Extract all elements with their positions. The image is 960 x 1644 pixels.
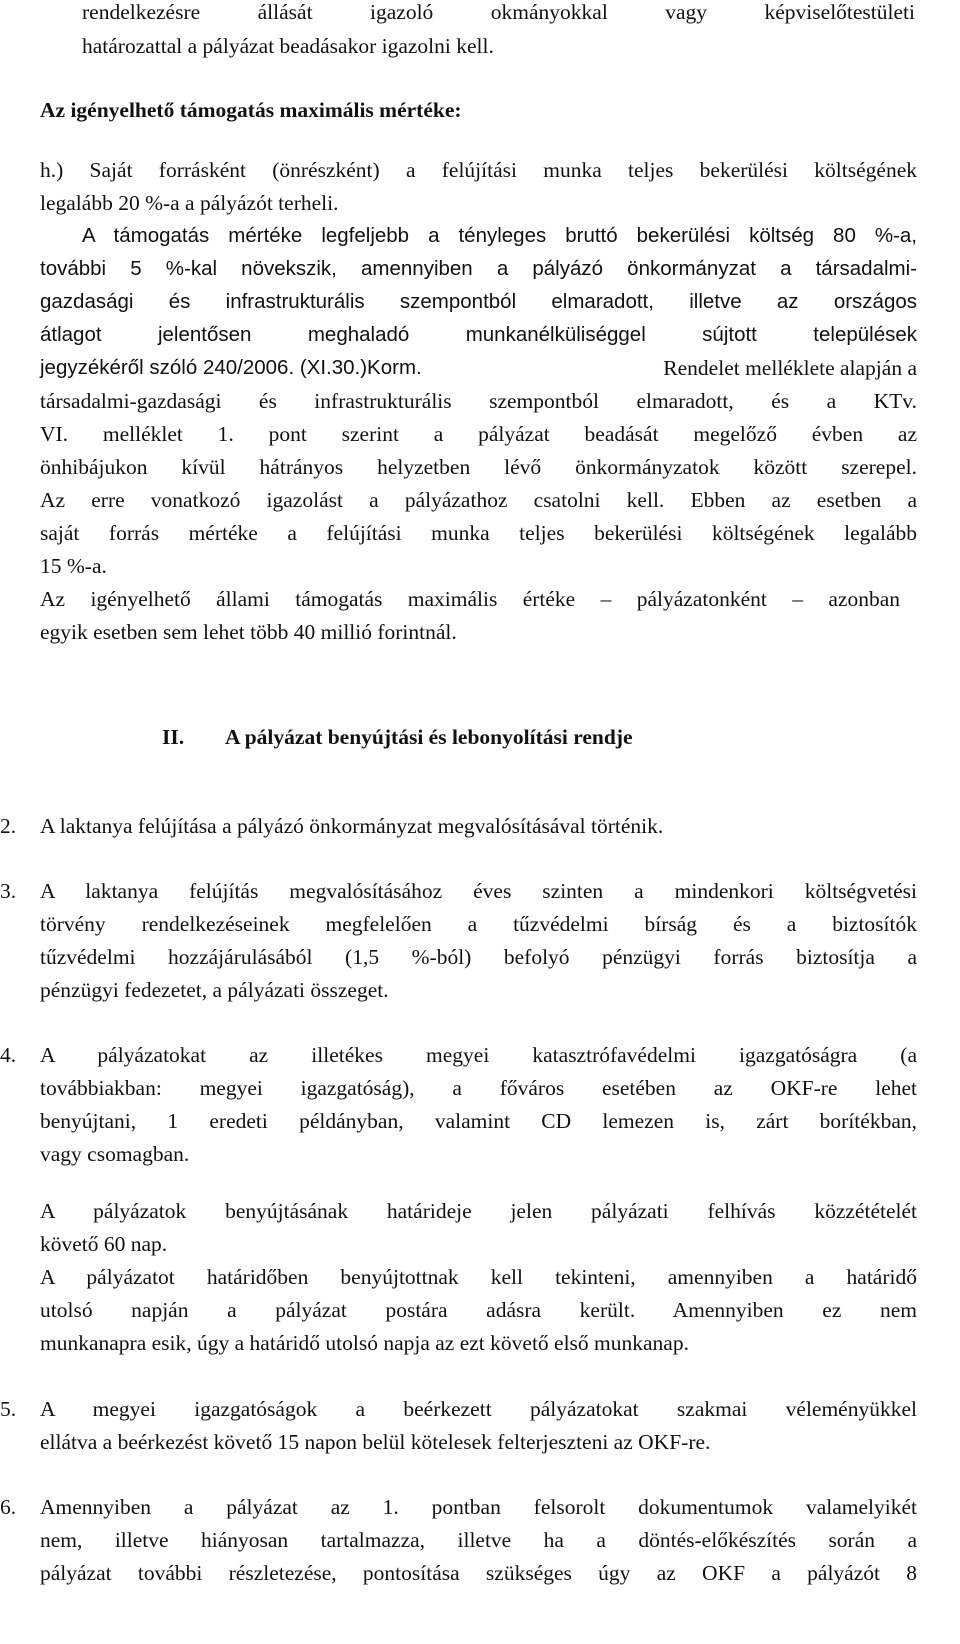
body-line-6: 15 %-a. bbox=[40, 554, 107, 578]
decree-annex-text: Rendelet melléklete alapján a bbox=[663, 356, 917, 380]
item-4-line-1: A pályázatokat az illetékes megyei katasztrófavédelmi igazgatóságra (a bbox=[40, 1043, 917, 1067]
item-5-line-1: A megyei igazgatóságok a beérkezett pályázatokat szakmai véleményükkel bbox=[40, 1397, 917, 1421]
body-line-1: társadalmi-gazdasági és infrastrukturális szempontból elmaradott, és a KTv. bbox=[40, 389, 917, 413]
item-number-4: 4. bbox=[0, 1043, 17, 1067]
deadline-line-3: A pályázatot határidőben benyújtottnak kell tekinteni, amennyiben a határidő bbox=[40, 1265, 917, 1289]
support-rate-line-3: gazdasági és infrastrukturális szempontból elmaradott, illetve az országos bbox=[40, 290, 917, 313]
intro-line-1: rendelkezésre állását igazoló okmányokkal vagy képviselőtestületi bbox=[82, 0, 915, 24]
support-rate-line-4: átlagot jelentősen meghaladó munkanélküliséggel sújtott települések bbox=[40, 323, 917, 346]
item-6-line-2: nem, illetve hiányosan tartalmazza, illetve ha a döntés-előkészítés során a bbox=[40, 1528, 917, 1552]
section-number: II. bbox=[162, 725, 185, 749]
support-rate-line-5 bbox=[40, 358, 917, 380]
body-line-2: VI. melléklet 1. pont szerint a pályázat beadását megelőző évben az bbox=[40, 422, 917, 446]
item-6-line-1: Amennyiben a pályázat az 1. pontban felsorolt dokumentumok valamelyikét bbox=[40, 1495, 917, 1519]
item-3-line-2: törvény rendelkezéseinek megfelelően a tűzvédelmi bírság és a biztosítók bbox=[40, 912, 917, 936]
support-rate-line-1: A támogatás mértéke legfeljebb a tényleges bruttó bekerülési költség 80 %-a, bbox=[82, 224, 917, 247]
max-state-line-2: egyik esetben sem lehet több 40 millió forintnál. bbox=[40, 620, 457, 644]
item-4-line-2: továbbiakban: megyei igazgatóság), a főváros esetében az OKF-re lehet bbox=[40, 1076, 917, 1100]
section-title: A pályázat benyújtási és lebonyolítási rendje bbox=[225, 725, 633, 749]
support-rate-line-2: további 5 %-kal növekszik, amennyiben a pályázó önkormányzat a társadalmi- bbox=[40, 257, 917, 280]
item-4-line-3: benyújtani, 1 eredeti példányban, valamint CD lemezen is, zárt borítékban, bbox=[40, 1109, 917, 1133]
deadline-line-1: A pályázatok benyújtásának határideje jelen pályázati felhívás közzétételét bbox=[40, 1199, 917, 1223]
intro-line-2: határozattal a pályázat beadásakor igazolni kell. bbox=[82, 34, 494, 58]
item-6-line-3: pályázat további részletezése, pontosítása szükséges úgy az OKF a pályázót 8 bbox=[40, 1561, 917, 1585]
body-line-5: saját forrás mértéke a felújítási munka teljes bekerülési költségének legalább bbox=[40, 521, 917, 545]
item-number-6: 6. bbox=[0, 1495, 17, 1519]
item-5-line-2: ellátva a beérkezést követő 15 napon belül kötelesek felterjeszteni az OKF-re. bbox=[40, 1430, 711, 1454]
item-number-3: 3. bbox=[0, 879, 17, 903]
decree-reference: jegyzékéről szóló 240/2006. (XI.30.)Korm. bbox=[40, 356, 422, 379]
deadline-line-4: utolsó napján a pályázat postára adásra került. Amennyiben ez nem bbox=[40, 1298, 917, 1322]
point-h-line-1: h.) Saját forrásként (önrészként) a felújítási munka teljes bekerülési költségének bbox=[40, 158, 917, 182]
max-support-heading: Az igényelhető támogatás maximális mértéke: bbox=[40, 98, 462, 122]
max-state-line-1: Az igényelhető állami támogatás maximális értéke – pályázatonként – azonban bbox=[40, 587, 900, 611]
item-2-line-1: A laktanya felújítása a pályázó önkormányzat megvalósításával történik. bbox=[40, 814, 664, 838]
item-number-5: 5. bbox=[0, 1397, 17, 1421]
item-3-line-1: A laktanya felújítás megvalósításához éves szinten a mindenkori költségvetési bbox=[40, 879, 917, 903]
deadline-line-5: munkanapra esik, úgy a határidő utolsó napja az ezt követő első munkanap. bbox=[40, 1331, 689, 1355]
point-h-line-2: legalább 20 %-a a pályázót terheli. bbox=[40, 191, 339, 215]
body-line-4: Az erre vonatkozó igazolást a pályázathoz csatolni kell. Ebben az esetben a bbox=[40, 488, 917, 512]
item-3-line-3: tűzvédelmi hozzájárulásából (1,5 %-ból) befolyó pénzügyi forrás biztosítja a bbox=[40, 945, 917, 969]
body-line-3: önhibájukon kívül hátrányos helyzetben lévő önkormányzatok között szerepel. bbox=[40, 455, 917, 479]
item-4-line-4: vagy csomagban. bbox=[40, 1142, 190, 1166]
item-3-line-4: pénzügyi fedezetet, a pályázati összeget. bbox=[40, 978, 389, 1002]
deadline-line-2: követő 60 nap. bbox=[40, 1232, 168, 1256]
item-number-2: 2. bbox=[0, 814, 17, 838]
